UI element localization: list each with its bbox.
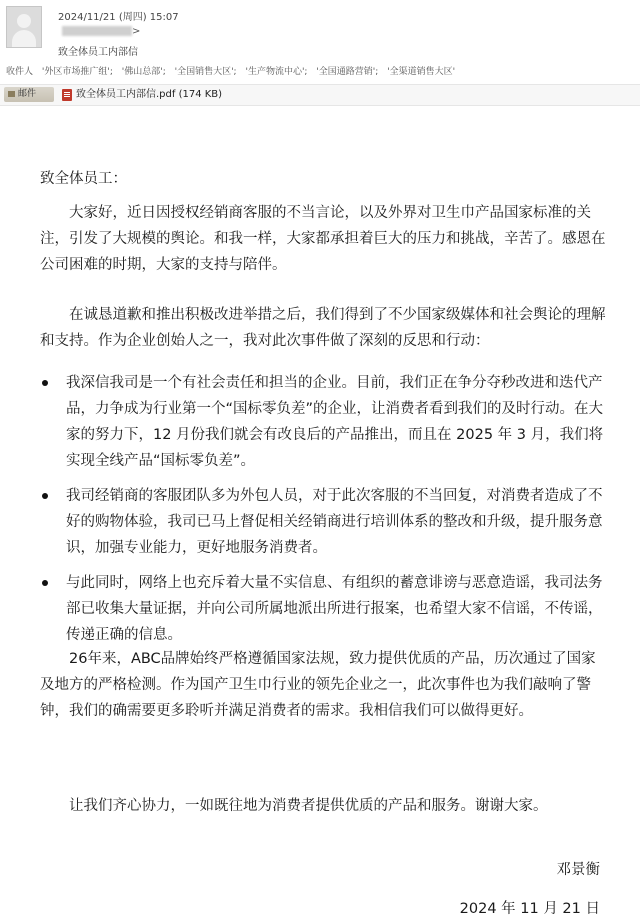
recipient[interactable]: '生产物流中心'; bbox=[245, 67, 308, 77]
mail-tab-label: 邮件 bbox=[18, 89, 37, 99]
bullet-item-1: 我深信我司是一个有社会责任和担当的企业。目前，我们正在争分夺秒改进和迭代产品，力争成为行业第一个“国标零负差”的企业，让消费者看到我们的及时行动。在大家的努力下，12 月份我们就会有改良后的产品推出，而且在 2025 年 3 月，我们将实现全线产品“国标零负差”。 bbox=[66, 375, 604, 469]
recipients-label: 收件人 bbox=[6, 67, 34, 77]
bullet-item-2: 我司经销商的客服团队多为外包人员，对于此次客服的不当回复，对消费者造成了不好的购物体验，我司已马上督促相关经销商进行培训体系的整改和升级，提升服务意识，加强专业能力，更好地服务消费者。 bbox=[66, 488, 603, 556]
signature-name: 邓景衡 bbox=[556, 862, 600, 878]
bullet-dot bbox=[42, 493, 48, 499]
recipient[interactable]: '佛山总部'; bbox=[121, 67, 166, 77]
mail-tab[interactable] bbox=[4, 87, 54, 102]
mail-icon bbox=[8, 91, 15, 97]
sender-avatar[interactable] bbox=[6, 6, 42, 48]
paragraph-3: 26年来，ABC品牌始终严格遵循国家法规，致力提供优质的产品，历次通过了国家及地方的严格检测。作为国产卫生巾行业的领先企业之一，此次事件也为我们敲响了警钟，我们的确需要更多聆听并满足消费者的需求。我相信我们可以做得更好。 bbox=[40, 651, 596, 719]
pdf-icon[interactable] bbox=[62, 89, 72, 101]
attachment-bar bbox=[0, 84, 640, 106]
recipient[interactable]: '全国通路营销'; bbox=[316, 67, 379, 77]
sender-address[interactable]: > bbox=[58, 26, 140, 37]
recipients-line bbox=[6, 64, 461, 77]
redacted-sender bbox=[62, 26, 132, 36]
paragraph-2: 在诚恳道歉和推出积极改进举措之后，我们得到了不少国家级媒体和社会舆论的理解和支持。作为企业创始人之一，我对此次事件做了深刻的反思和行动： bbox=[40, 307, 606, 349]
signature-date: 2024 年 11 月 21 日 bbox=[459, 901, 600, 917]
paragraph-4: 让我们齐心协力，一如既往地为消费者提供优质的产品和服务。谢谢大家。 bbox=[69, 798, 548, 814]
attachment-file-link[interactable]: 致全体员工内部信.pdf (174 KB) bbox=[76, 89, 223, 100]
recipient[interactable]: '全渠道销售大区' bbox=[387, 67, 456, 77]
bullet-dot bbox=[42, 380, 48, 386]
email-header bbox=[0, 0, 640, 108]
recipient[interactable]: '外区市场推广组'; bbox=[41, 67, 113, 77]
bullet-dot bbox=[42, 580, 48, 586]
recipient[interactable]: '全国销售大区'; bbox=[174, 67, 237, 77]
letter-greeting: 致全体员工： bbox=[40, 171, 127, 187]
paragraph-1: 大家好，近日因授权经销商客服的不当言论，以及外界对卫生巾产品国家标准的关注，引发了大规模的舆论。和我一样，大家都承担着巨大的压力和挑战，辛苦了。感恩在公司困难的时期，大家的支持与陪伴。 bbox=[40, 205, 606, 273]
bullet-item-3: 与此同时，网络上也充斥着大量不实信息、有组织的蓄意诽谤与恶意造谣，我司法务部已收集大量证据，并向公司所属地派出所进行报案，也希望大家不信谣，不传谣，传递正确的信息。 bbox=[66, 575, 603, 643]
email-date: 2024/11/21 (周四) 15:07 bbox=[58, 12, 179, 23]
email-subject: 致全体员工内部信 bbox=[58, 47, 138, 58]
